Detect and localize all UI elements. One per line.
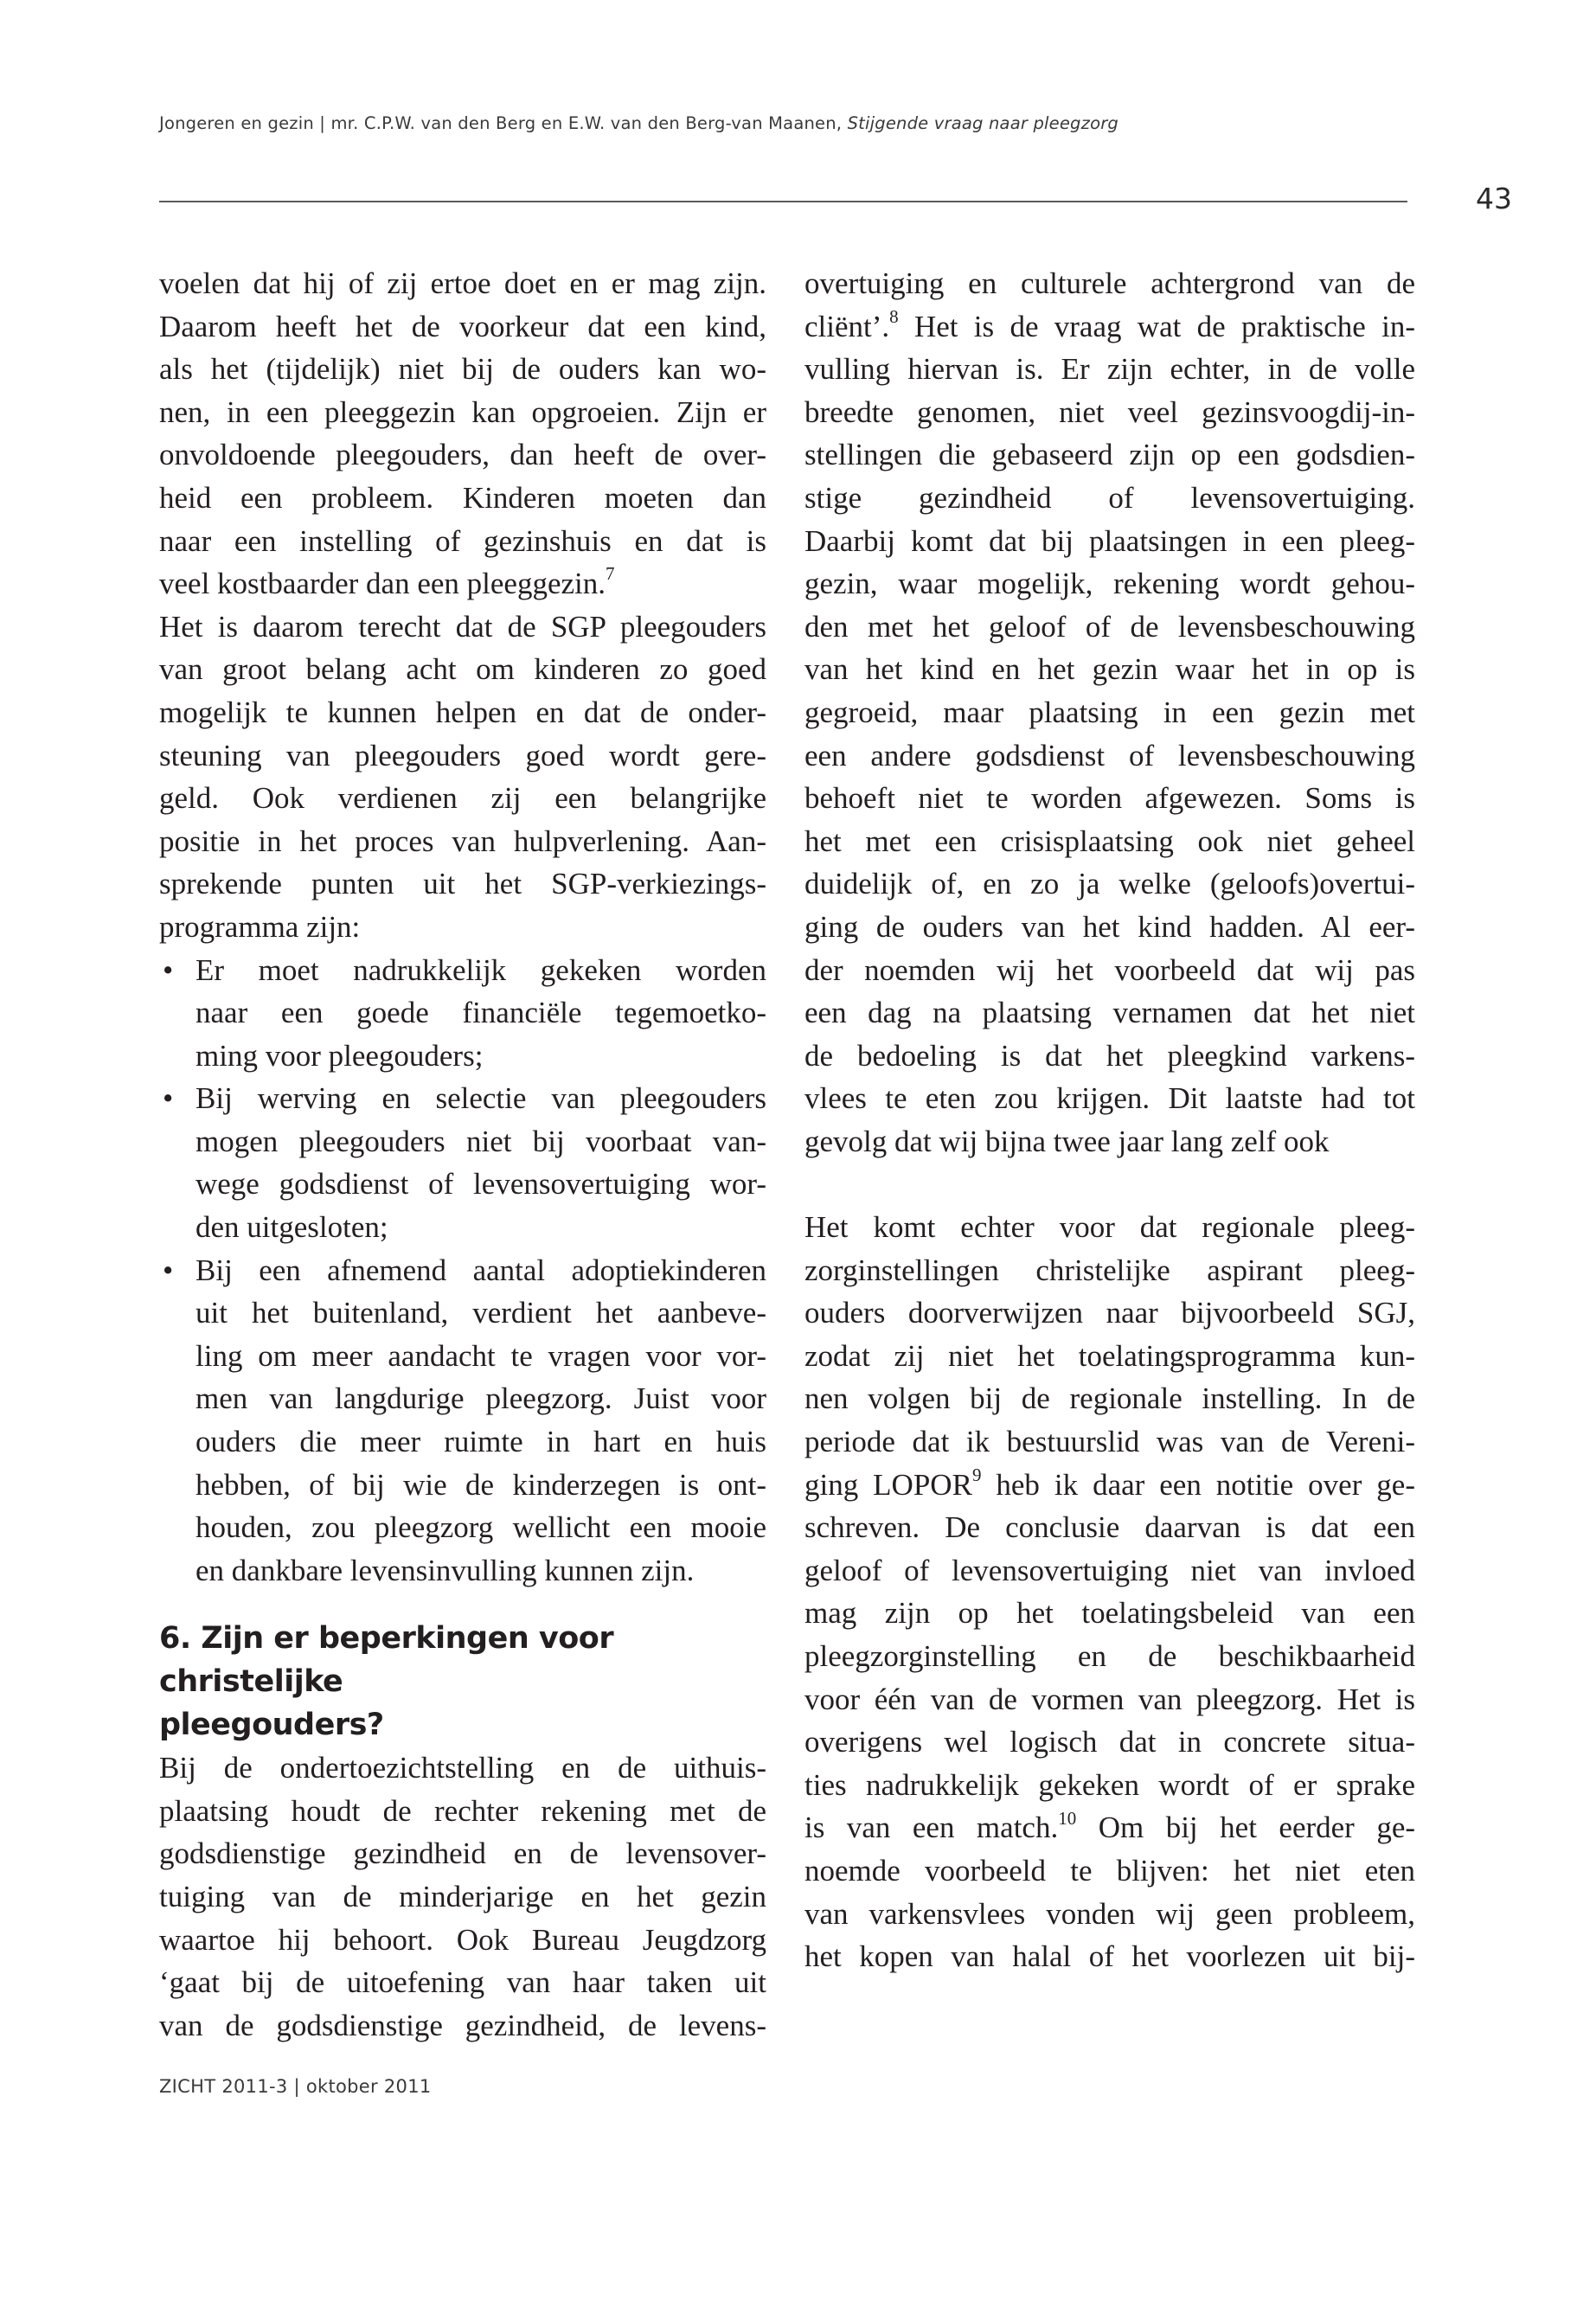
text-line: Daarom heeft het de voorkeur dat een kind,	[159, 309, 766, 343]
text-line: en dankbare levensinvulling kunnen zijn.	[195, 1553, 695, 1587]
bullet-item	[159, 1077, 766, 1248]
text-line: den uitgesloten;	[195, 1210, 388, 1245]
running-head-authors: Jongeren en gezin | mr. C.P.W. van den Berg en E.W. van den Berg-van Maanen,	[159, 113, 848, 133]
text-line: zorginstellingen christelijke aspirant pleeg-	[804, 1253, 1415, 1287]
text-line: men van langdurige pleegzorg. Juist voor	[195, 1381, 766, 1416]
running-head	[159, 113, 1118, 133]
text-line: overigens wel logisch dat in concrete situa-	[804, 1725, 1415, 1759]
text-line: houden, zou pleegzorg wellicht een mooie	[195, 1510, 766, 1545]
text-line: pleegzorginstelling en de beschikbaarheid	[804, 1639, 1415, 1673]
text-line: van de godsdienstige gezindheid, de levens-	[159, 2008, 766, 2042]
text-line: tuiging van de minderjarige en het gezin	[159, 1879, 766, 1913]
section-heading	[159, 1618, 766, 1747]
text-line: wege godsdienst of levensovertuiging wor-	[195, 1167, 766, 1202]
text-line: plaatsing houdt de rechter rekening met de	[159, 1793, 766, 1828]
text-line: godsdienstige gezindheid en de levensover-	[159, 1836, 766, 1871]
text-line	[804, 305, 1415, 349]
text-line: ties nadrukkelijk gekeken wordt of er sprake	[804, 1767, 1415, 1802]
paragraph-2	[159, 606, 766, 949]
footnote-ref-7[interactable]: 7	[606, 563, 615, 585]
text-line: der noemden wij het voorbeeld dat wij pas	[804, 952, 1415, 987]
paragraph-3	[159, 1747, 766, 2047]
text-line: van groot belang acht om kinderen zo goed	[159, 652, 766, 687]
footnote-ref-9[interactable]: 9	[971, 1464, 982, 1485]
bullet-icon: •	[163, 1081, 174, 1116]
text-line: geloof of levensovertuiging niet van invloed	[804, 1553, 1415, 1587]
bullet-item	[159, 949, 766, 1078]
text-line: ming voor pleegouders;	[195, 1038, 484, 1073]
text-fragment: Het is de vraag wat de praktische in-	[898, 309, 1415, 343]
footnote-ref-10[interactable]: 10	[1058, 1807, 1077, 1829]
running-head-title: Stijgende vraag naar pleegzorg	[847, 113, 1118, 133]
text-line: van het kind en het gezin waar het in op is	[804, 652, 1415, 687]
text-line: geld. Ook verdienen zij een belangrijke	[159, 781, 766, 816]
text-line: duidelijk of, en zo ja welke (geloofs)overtui-	[804, 867, 1415, 901]
text-fragment: Bij werving en selectie van pleegouders	[195, 1081, 766, 1116]
text-fragment: Er moet nadrukkelijk gekeken worden	[195, 952, 766, 987]
text-line	[804, 1464, 1415, 1507]
text-line: mogen pleegouders niet bij voorbaat van-	[195, 1124, 766, 1158]
text-fragment: Bij een afnemend aantal adoptiekinderen	[195, 1253, 766, 1287]
text-line: gevolg dat wij bijna twee jaar lang zelf ook	[804, 1124, 1330, 1158]
text-line: hebben, of bij wie de kinderzegen is ont-	[195, 1467, 766, 1502]
text-fragment: cliënt’.	[804, 309, 890, 343]
right-column	[804, 262, 1415, 1978]
text-line: Het is daarom terecht dat de SGP pleegouders	[159, 609, 766, 644]
bullet-list	[159, 949, 766, 1593]
text-line: nen volgen bij de regionale instelling. In de	[804, 1381, 1415, 1416]
text-line: ‘gaat bij de uitoefening van haar taken uit	[159, 1965, 766, 2000]
text-fragment: ging LOPOR	[804, 1467, 972, 1502]
paragraph-spacer	[804, 1163, 1415, 1206]
text-line: mogelijk te kunnen helpen en dat de onder-	[159, 695, 766, 729]
bullet-icon: •	[163, 1253, 174, 1287]
footnote-ref-8[interactable]: 8	[889, 305, 899, 327]
text-line: Bij de ondertoezichtstelling en de uithuis-	[159, 1751, 766, 1785]
text-line: ging de ouders van het kind hadden. Al eer-	[804, 909, 1415, 944]
text-line: behoeft niet te worden afgewezen. Soms is	[804, 781, 1415, 816]
text-line	[159, 1249, 766, 1292]
text-line: overtuiging en culturele achtergrond van de	[804, 266, 1415, 300]
page-footer: ZICHT 2011-3 | oktober 2011	[159, 2076, 432, 2097]
text-line: gegroeid, maar plaatsing in een gezin met	[804, 695, 1415, 729]
text-line: vulling hiervan is. Er zijn echter, in de volle	[804, 352, 1415, 387]
text-line: periode dat ik bestuurslid was van de Vereni-	[804, 1425, 1415, 1459]
text-line: de bedoeling is dat het pleegkind varkens-	[804, 1038, 1415, 1073]
text-line: vlees te eten zou krijgen. Dit laatste had tot	[804, 1081, 1415, 1116]
paragraph-continued	[804, 262, 1415, 1163]
text-line	[159, 1077, 766, 1120]
text-line: ling om meer aandacht te vragen voor vor-	[195, 1338, 766, 1373]
text-line: Het komt echter voor dat regionale pleeg-	[804, 1210, 1415, 1245]
text-line: naar een instelling of gezinshuis en dat is	[159, 523, 766, 558]
text-fragment: is van een match.	[804, 1811, 1059, 1845]
text-fragment: heb ik daar een notitie over ge-	[981, 1467, 1416, 1502]
text-line: voelen dat hij of zij ertoe doet en er mag zijn.	[159, 266, 766, 300]
section-heading-line: 6. Zijn er beperkingen voor christelijke	[159, 1621, 614, 1699]
paragraph-2-right	[804, 1206, 1415, 1978]
text-line	[804, 1806, 1415, 1849]
text-line: als het (tijdelijk) niet bij de ouders kan wo-	[159, 352, 766, 387]
text-line: het met een crisisplaatsing ook niet geheel	[804, 824, 1415, 858]
text-line: nen, in een pleeggezin kan opgroeien. Zijn er	[159, 394, 766, 429]
text-line: stellingen die gebaseerd zijn op een godsdien-	[804, 438, 1415, 472]
text-line: voor één van de vormen van pleegzorg. Het is	[804, 1682, 1415, 1716]
text-line: ouders doorverwijzen naar bijvoorbeeld SGJ,	[804, 1296, 1415, 1330]
text-line: het kopen van halal of het voorlezen uit bij-	[804, 1939, 1415, 1974]
text-line: mag zijn op het toelatingsbeleid van een	[804, 1596, 1415, 1631]
text-fragment: veel kostbaarder dan een pleeggezin.	[159, 567, 606, 601]
header-rule	[159, 201, 1407, 202]
text-line: programma zijn:	[159, 909, 361, 944]
text-line: naar een goede financiële tegemoetko-	[195, 996, 766, 1030]
text-line: den met het geloof of de levensbeschouwing	[804, 609, 1415, 644]
text-line: Daarbij komt dat bij plaatsingen in een pleeg-	[804, 523, 1415, 558]
text-line: zodat zij niet het toelatingsprogramma kun-	[804, 1338, 1415, 1373]
text-line: ouders die meer ruimte in hart en huis	[195, 1425, 766, 1459]
text-line: heid een probleem. Kinderen moeten dan	[159, 480, 766, 515]
text-line: waartoe hij behoort. Ook Bureau Jeugdzorg	[159, 1922, 766, 1957]
text-line: uit het buitenland, verdient het aanbeve-	[195, 1296, 766, 1330]
page-number: 43	[1476, 182, 1512, 215]
text-line: noemde voorbeeld te blijven: het niet eten	[804, 1853, 1415, 1888]
text-line: een dag na plaatsing vernamen dat het niet	[804, 996, 1415, 1030]
section-heading-line: pleegouders?	[159, 1707, 384, 1742]
text-line: sprekende punten uit het SGP-verkiezings-	[159, 867, 766, 901]
text-line: breedte genomen, niet veel gezinsvoogdij-in-	[804, 394, 1415, 429]
text-line: positie in het proces van hulpverlening. Aan-	[159, 824, 766, 858]
left-column	[159, 262, 766, 2047]
text-line: steuning van pleegouders goed wordt gere-	[159, 738, 766, 772]
text-line	[159, 562, 766, 606]
text-line: van varkensvlees vonden wij geen probleem,	[804, 1896, 1415, 1931]
text-fragment: Om bij het eerder ge-	[1076, 1811, 1416, 1845]
text-line: onvoldoende pleegouders, dan heeft de over-	[159, 438, 766, 472]
text-line: een andere godsdienst of levensbeschouwing	[804, 738, 1415, 772]
text-line	[159, 949, 766, 992]
paragraph-1	[159, 262, 766, 606]
bullet-icon: •	[163, 952, 174, 987]
text-line: gezin, waar mogelijk, rekening wordt gehou-	[804, 567, 1415, 601]
bullet-item	[159, 1249, 766, 1593]
text-line: schreven. De conclusie daarvan is dat een	[804, 1510, 1415, 1545]
text-line: stige gezindheid of levensovertuiging.	[804, 480, 1415, 515]
